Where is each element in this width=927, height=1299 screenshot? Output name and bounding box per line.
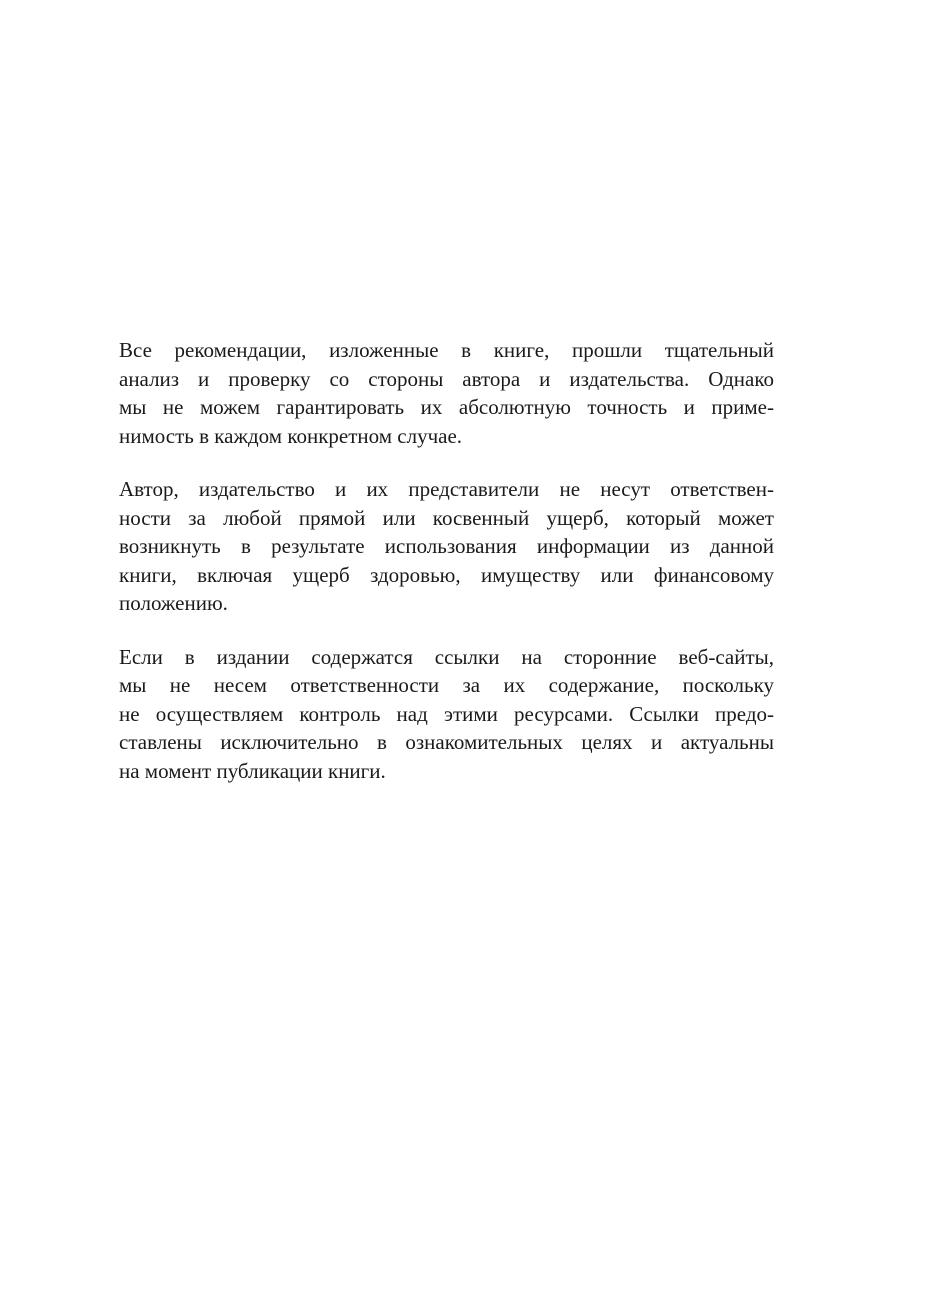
- text-line: анализ и проверку со стороны автора и издательства. Однако: [119, 366, 774, 391]
- text-line: мы не можем гарантировать их абсолютную точность и приме-: [119, 395, 774, 419]
- text-line: мы не несем ответственности за их содержание, поскольку: [119, 673, 774, 697]
- disclaimer-paragraph-3: [119, 643, 774, 786]
- disclaimer-paragraph-2: [119, 475, 774, 618]
- text-line: ставлены исключительно в ознакомительных целях и актуальны: [119, 730, 774, 754]
- text-line: на момент публикации книги.: [119, 758, 386, 783]
- text-line: ности за любой прямой или косвенный ущерб, который может: [119, 505, 774, 530]
- text-line: Если в издании содержатся ссылки на сторонние веб-сайты,: [119, 644, 774, 669]
- text-line: не осуществляем контроль над этими ресурсами. Ссылки предо-: [119, 701, 774, 726]
- disclaimer-paragraph-1: [119, 336, 774, 450]
- text-line: книги, включая ущерб здоровью, имуществу или финансовому: [119, 562, 774, 587]
- text-line: возникнуть в результате использования информации из данной: [119, 534, 774, 558]
- disclaimer-text: [119, 336, 774, 810]
- text-line: Автор, издательство и их представители не несут ответствен-: [119, 477, 774, 501]
- text-line: положению.: [119, 591, 228, 615]
- text-line: Все рекомендации, изложенные в книге, прошли тщательный: [119, 338, 774, 362]
- text-line: нимость в каждом конкретном случае.: [119, 423, 463, 448]
